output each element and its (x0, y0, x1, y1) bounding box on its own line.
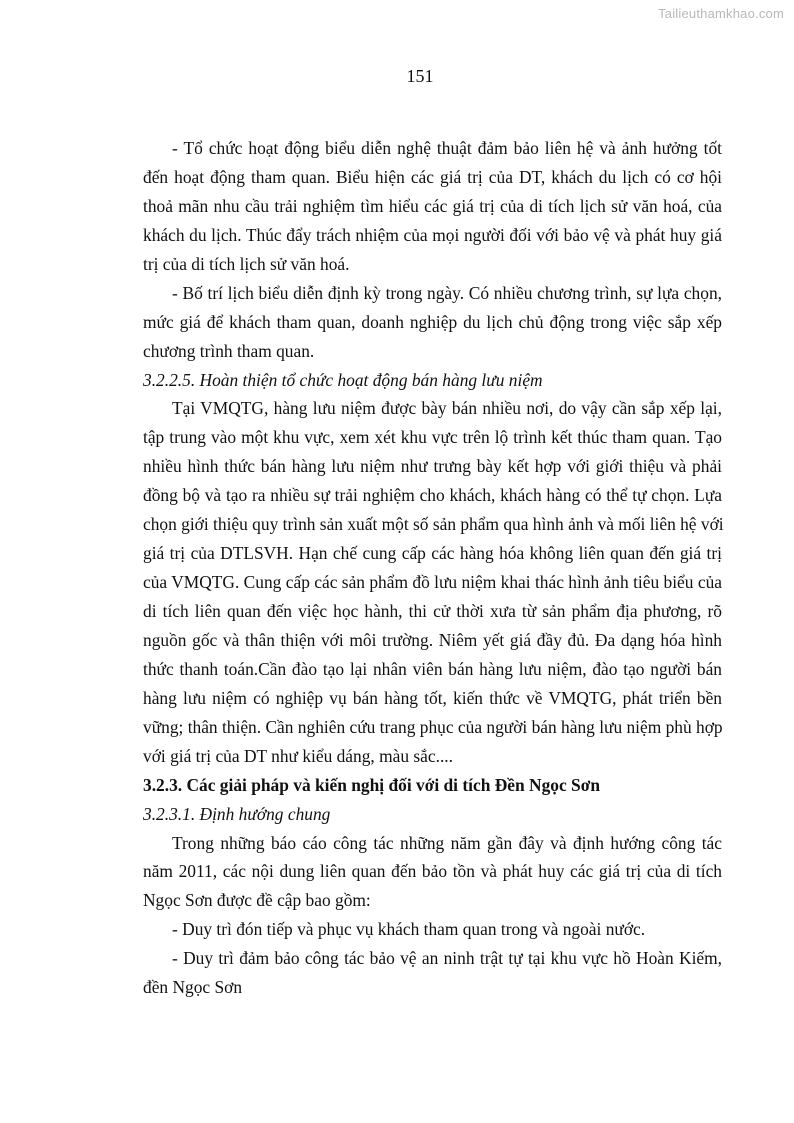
text-line: vững; thân thiện. Cần nghiên cứu trang phục của người bán hàng lưu niệm phù hợp (143, 716, 723, 737)
text-line: khách du lịch. Thúc đẩy trách nhiệm của mọi người đối với bảo vệ và phát huy giá (143, 224, 722, 245)
text-line: đến hoạt động tham quan. Biểu hiện các giá trị của DT, khách du lịch có cơ hội (143, 166, 722, 187)
page-body (143, 134, 722, 1002)
text-line: - Duy trì đảm bảo công tác bảo vệ an ninh trật tự tại khu vực hồ Hoàn Kiếm, (172, 948, 722, 969)
text-line: - Duy trì đón tiếp và phục vụ khách tham quan trong và ngoài nước. (172, 919, 646, 940)
text-line: - Bố trí lịch biểu diễn định kỳ trong ngày. Có nhiều chương trình, sự lựa chọn, (172, 282, 722, 303)
subsection-heading: 3.2.2.5. Hoàn thiện tổ chức hoạt động bán hàng lưu niệm (143, 369, 543, 390)
watermark: Tailieuthamkhao.com (658, 6, 784, 21)
text-line: đồng bộ và tạo ra nhiều sự trải nghiệm cho khách, khách hàng có thể tự chọn. Lựa (143, 485, 722, 506)
text-line: trị của di tích lịch sử văn hoá. (143, 253, 350, 274)
text-line: thoả mãn nhu cầu trải nghiệm tìm hiểu các giá trị của di tích lịch sử văn hoá, của (143, 195, 722, 216)
text-line: nhiều hình thức bán hàng lưu niệm như trưng bày kết hợp với giới thiệu và phải (143, 456, 722, 477)
text-line: Tại VMQTG, hàng lưu niệm được bày bán nhiều nơi, do vậy cần sắp xếp lại, (172, 398, 722, 419)
text-line: mức giá để khách tham quan, doanh nghiệp du lịch chủ động trong việc sắp xếp (143, 311, 722, 332)
paragraph (143, 134, 722, 279)
paragraph (143, 279, 722, 366)
text-line: Trong những báo cáo công tác những năm gần đây và định hướng công tác (172, 832, 722, 853)
text-line: với giá trị của DT như kiểu dáng, màu sắc.... (143, 745, 453, 766)
text-line: chọn giới thiệu quy trình sản xuất một số sản phẩm qua hình ảnh và mối liên hệ với (143, 514, 724, 535)
text-line: đền Ngọc Sơn (143, 977, 243, 998)
text-line: thức thanh toán.Cần đào tạo lại nhân viên bán hàng lưu niệm, đào tạo người bán (143, 658, 722, 679)
text-line: hàng lưu niệm có nghiệp vụ bán hàng tốt, kiến thức về VMQTG, phát triển bền (143, 687, 722, 708)
page-number: 151 (406, 66, 434, 86)
text-line: chương trình tham quan. (143, 340, 315, 361)
text-line: của VMQTG. Cung cấp các sản phẩm đồ lưu niệm khai thác hình ảnh tiêu biểu của (143, 572, 722, 593)
paragraph (143, 829, 722, 916)
text-line: nguồn gốc và thân thiện với môi trường. Niêm yết giá đầy đủ. Đa dạng hóa hình (143, 629, 722, 650)
text-line: Ngọc Sơn được đề cập bao gồm: (143, 890, 371, 911)
text-line: giá trị của DTLSVH. Hạn chế cung cấp các hàng hóa không liên quan đến giá trị (143, 543, 722, 564)
text-line: di tích liên quan đến việc học hành, thi cử thời xưa từ sản phẩm địa phương, rõ (143, 601, 722, 621)
section-heading: 3.2.3. Các giải pháp và kiến nghị đối với di tích Đền Ngọc Sơn (143, 774, 601, 795)
paragraph (143, 394, 722, 770)
paragraph (143, 944, 722, 1002)
paragraph (143, 915, 722, 944)
text-line: tập trung vào một khu vực, xem xét khu vực trên lộ trình kết thúc tham quan. Tạo (143, 427, 722, 448)
subsection-heading: 3.2.3.1. Định hướng chung (143, 803, 331, 824)
text-line: năm 2011, các nội dung liên quan đến bảo tồn và phát huy các giá trị của di tích (143, 861, 722, 882)
text-line: - Tổ chức hoạt động biểu diễn nghệ thuật đảm bảo liên hệ và ảnh hưởng tốt (172, 138, 722, 158)
